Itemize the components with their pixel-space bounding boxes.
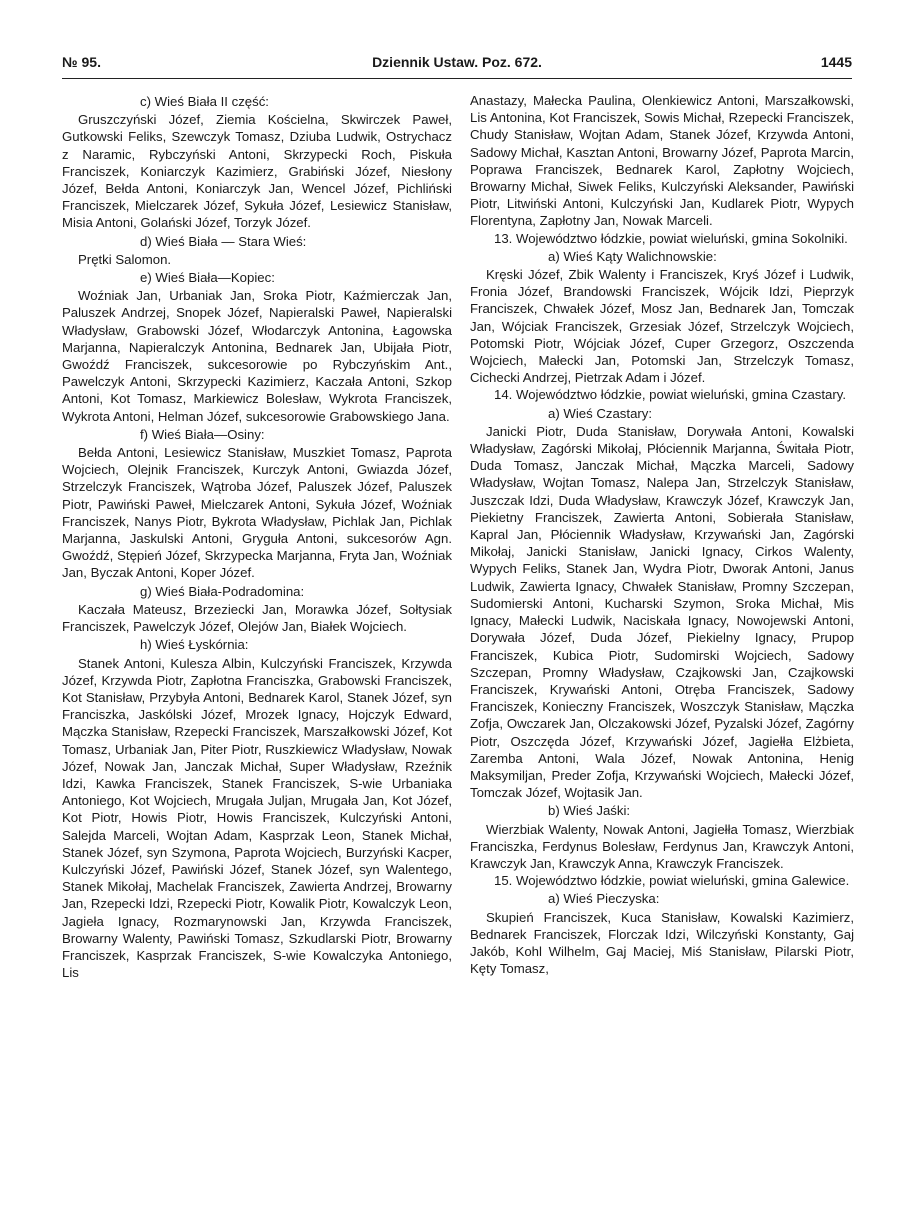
journal-title: Dziennik Ustaw. Poz. 672. (372, 54, 542, 70)
section-heading: e) Wieś Biała—Kopiec: (140, 270, 275, 286)
names-paragraph-continued: Anastazy, Małecka Paulina, Olenkiewicz Antoni, Marszałkowski, Lis Antonina, Kot Franciszek, Sowis Michał, Rzepecki Franciszek, Chudy Stanisław, Wojtan Adam, Stanek Józef, Krzywda Antoni, Sadowy Michał, Kasztan Antoni, Browarny Józef, Paprota Marcin, Poprawa Franciszek, Bednarek Karol, Zapłotny Wojciech, Browarny Michał, Siwek Feliks, Kulczyński Aleksander, Pawiński Piotr, Litwiński Antoni, Kulczyński Jan, Kudlarek Piotr, Wypych Florentyna, Zapłotny Jan, Nowak Marceli. (470, 93, 854, 229)
names-paragraph: Wierzbiak Walenty, Nowak Antoni, Jagiełła Tomasz, Wierzbiak Franciszka, Ferdynus Bolesław, Ferdynus Jan, Krawczyk Antoni, Krawczyk Jan, Krawczyk Anna, Krawczyk Franciszek. (470, 821, 854, 871)
section-heading: c) Wieś Biała II część: (140, 94, 269, 109)
names-paragraph: Janicki Piotr, Duda Stanisław, Dorywała Antoni, Kowalski Władysław, Zagórski Mikołaj, Płóciennik Marjanna, Świtała Piotr, Duda Tomasz, Janczak Michał, Mączka Marceli, Sadowy Władysław, Wojtan Tomasz, Nalepa Jan, Strzelczyk Stanisław, Juszczak Idzi, Duda Władysław, Krawczyk Józef, Krawczyk Jan, Piekietny Franciszek, Zawierta Antoni, Sobierała Stanisław, Kapral Jan, Płóciennik Władysław, Krzywański Jan, Zagórski Mikołaj, Janicki Stanisław, Janicki Ignacy, Cirkos Walenty, Wypych Feliks, Stanek Jan, Wydra Piotr, Dworak Antoni, Janus Ludwik, Zawierta Ignacy, Chwałek Stanisław, Promny Szczepan, Sudomierski Antoni, Kucharski Szymon, Sroka Michał, Mis Ignacy, Małecki Ludwik, Naciskała Ignacy, Nowojewski Antoni, Dorywała Józef, Duda Józef, Piekielny Ignacy, Prupop Franciszek, Kubica Piotr, Sudomirski Wojciech, Sadowy Szczepan, Promny Władysław, Czajkowski Jan, Czajkowski Franciszek, Krywański Antoni, Otręba Franciszek, Sadowy Franciszek, Konieczny Franciszek, Woszczyk Stanisław, Mączka Zofja, Owczarek Jan, Olczakowski Józef, Pyzalski Józef, Zagórny Piotr, Oszczęda Józef, Krzywański Józef, Jagiełła Elżbieta, Zaremba Antoni, Wala Józef, Nowak Antonina, Henig Maksymiljan, Preder Zofja, Krzywański Wojciech, Małecki Józef, Tomczak Józef, Wojtasik Jan. (470, 423, 854, 801)
district-heading: 13. Województwo łódzkie, powiat wieluński, gmina Sokolniki. (494, 230, 848, 246)
names-paragraph: Kaczała Mateusz, Brzeziecki Jan, Morawka Józef, Sołtysiak Franciszek, Pawelczyk Józef, Olejów Jan, Białek Wojciech. (62, 601, 452, 635)
section-heading: b) Wieś Jaśki: (548, 803, 631, 819)
names-paragraph: Skupień Franciszek, Kuca Stanisław, Kowalski Kazimierz, Bednarek Franciszek, Florczak Idzi, Wilczyński Konstanty, Gaj Jakób, Kohl Wilhelm, Gaj Maciej, Miś Stanisław, Pilarski Piotr, Kęty Tomasz, (470, 909, 854, 977)
section-heading: g) Wieś Biała-Podradomina: (140, 583, 305, 599)
left-column (62, 92, 452, 981)
names-paragraph: Gruszczyński Józef, Ziemia Kościelna, Skwirczek Paweł, Gutkowski Feliks, Szewczyk Tomasz, Dziuba Ludwik, Ostrychacz z Naramic, Rybczyński Antoni, Skrzypecki Roch, Piskuła Franciszek, Koniarczyk Kazimierz, Grabiński Józef, Niesłony Józef, Bełda Antoni, Koniarczyk Jan, Wencel Józef, Pichliński Franciszek, Mielczarek Józef, Sykuła Józef, Lesiewicz Stanisław, Misia Antoni, Golański Józef, Torzyk Józef. (62, 112, 452, 231)
names-paragraph: Bełda Antoni, Lesiewicz Stanisław, Muszkiet Tomasz, Paprota Wojciech, Olejnik Franciszek, Kurczyk Antoni, Gwiazda Józef, Strzelczyk Franciszek, Wątroba Józef, Paluszek Józef, Paluszek Piotr, Pawiński Paweł, Mielczarek Antoni, Sykuła Józef, Woźniak Franciszek, Nanys Piotr, Bykrota Władysław, Pichlak Jan, Pichlak Marjanna, Jaskulski Antoni, Gryguła Antoni, sukcesorów Agn. Gwoźdź, Stępień Józef, Skrzypecka Marjanna, Fryta Jan, Woźniak Jan, Byczak Antoni, Koper Józef. (62, 445, 452, 581)
district-heading: 15. Województwo łódzkie, powiat wieluński, gmina Galewice. (494, 873, 850, 889)
section-heading: a) Wieś Czastary: (548, 405, 653, 421)
page-header (62, 52, 852, 79)
names-paragraph: Prętki Salomon. (78, 251, 172, 267)
page-number: 1445 (820, 54, 852, 70)
section-heading: f) Wieś Biała—Osiny: (140, 426, 265, 442)
district-heading: 14. Województwo łódzkie, powiat wieluński, gmina Czastary. (494, 387, 847, 403)
names-paragraph: Woźniak Jan, Urbaniak Jan, Sroka Piotr, Kaźmierczak Jan, Paluszek Andrzej, Snopek Józef, Napieralski Paweł, Napieralski Władysław, Grabowski Józef, Włodarczyk Antonina, Łagowska Marjanna, Napieralczyk Antonina, Bednarek Jan, Ubijała Piotr, Gwoźdź Franciszek, sukcesorowie po Rybczyńskim Ant., Pawelczyk Antoni, Skrzypecki Kazimierz, Kaczała Antoni, Szkop Antoni, Kot Tomasz, Markiewicz Bolesław, Wykrota Franciszek, Wykrota Antoni, Helman Józef, sukcesorowie Grabowskiego Jana. (62, 288, 452, 424)
right-column (470, 92, 854, 977)
names-paragraph: Stanek Antoni, Kulesza Albin, Kulczyński Franciszek, Krzywda Józef, Krzywda Piotr, Zapłotna Franciszka, Grabowski Franciszek, Kot Stanisław, Przybyła Antoni, Bednarek Karol, Stanek Józef, syn Franciszka, Jaskólski Józef, Mrozek Ignacy, Hojczyk Edward, Mączka Stanisław, Rzepecki Franciszek, Marszałkowski Józef, Kot Tomasz, Urbaniak Jan, Piter Piotr, Ruszkiewicz Władysław, Nowak Józef, Nowak Jan, Janczak Michał, Super Władysław, Rzeźnik Idzi, Kawka Franciszek, Stanek Franciszek, S-wie Urbaniaka Antoniego, Kot Wojciech, Mrugała Juljan, Mrugała Jan, Kot Józef, Kot Piotr, Howis Piotr, Howis Franciszek, Kulczyński Antoni, Salejda Marceli, Wojtan Adam, Kasprzak Leon, Stanek Michał, Stanek Józef, syn Szymona, Paprota Wojciech, Burzyński Kacper, Kulczyński Józef, Pawiński Józef, Stanek Józef, syn Walentego, Stanek Mikołaj, Machelak Franciszek, Zawierta Andrzej, Browarny Jan, Rzepecki Idzi, Rzepecki Piotr, Kowalik Piotr, Kowalczyk Leon, Jagieła Ignacy, Rozmarynowski Jan, Krzywda Franciszek, Browarny Walenty, Pawiński Tomasz, Szkudlarski Piotr, Browarny Franciszek, Kasprzak Franciszek, S-wie Kowalczyka Antoniego, Lis (62, 655, 452, 981)
names-paragraph: Kręski Józef, Zbik Walenty i Franciszek, Kryś Józef i Ludwik, Fronia Józef, Brandowski Franciszek, Wójcik Idzi, Pieprzyk Franciszek, Chwałek Józef, Mosz Jan, Bednarek Jan, Tomczak Jan, Wójciak Franciszek, Grzesiak Józef, Strzelczyk Wojciech, Potomski Piotr, Wójciak Józef, Cuper Grzegorz, Oszczenda Wojciech, Małecki Jan, Potomski Jan, Strzelczyk Tomasz, Cichecki Andrzej, Pietrzak Adam i Józef. (470, 267, 854, 386)
section-heading: a) Wieś Pieczyska: (548, 891, 660, 907)
section-heading: a) Wieś Kąty Walichnowskie: (548, 248, 717, 264)
section-heading: d) Wieś Biała — Stara Wieś: (140, 233, 307, 249)
section-heading: h) Wieś Łyskórnia: (140, 637, 249, 653)
issue-number: № 95. (62, 54, 101, 70)
